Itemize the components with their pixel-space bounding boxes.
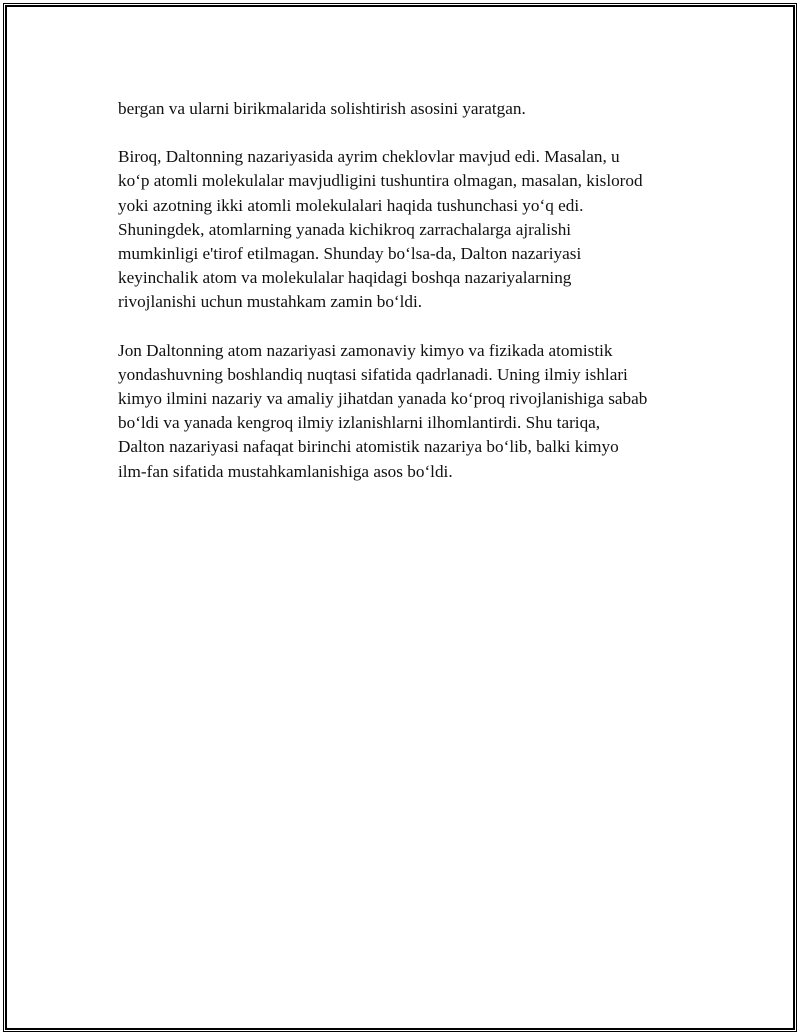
paragraph-2 [118, 145, 693, 314]
text-line: bergan va ularni birikmalarida solishtirish asosini yaratgan. [118, 99, 526, 118]
text-line: kimyo ilmini nazariy va amaliy jihatdan yanada ko‘proq rivojlanishiga sabab [118, 389, 648, 409]
text-line: mumkinligi e'tirof etilmagan. Shunday bo‘lsa-da, Dalton nazariyasi [118, 244, 582, 264]
text-line: Jon Daltonning atom nazariyasi zamonaviy kimyo va fizikada atomistik [118, 340, 613, 360]
text-line: Shuningdek, atomlarning yanada kichikroq zarrachalarga ajralishi [118, 219, 572, 239]
paragraph-1 [118, 97, 693, 121]
document-page [3, 3, 797, 1032]
text-line: rivojlanishi uchun mustahkam zamin bo‘ldi. [118, 292, 423, 312]
document-body [118, 97, 693, 508]
text-line: yoki azotning ikki atomli molekulalari haqida tushunchasi yo‘q edi. [118, 195, 584, 215]
text-line: Dalton nazariyasi nafaqat birinchi atomistik nazariya bo‘lib, balki kimyo [118, 437, 619, 457]
text-line: keyinchalik atom va molekulalar haqidagi boshqa nazariyalarning [118, 268, 572, 288]
text-line: yondashuvning boshlandiq nuqtasi sifatida qadrlanadi. Uning ilmiy ishlari [118, 364, 628, 384]
text-line: ilm-fan sifatida mustahkamlanishiga asos bo‘ldi. [118, 461, 453, 481]
text-line: Biroq, Daltonning nazariyasida ayrim cheklovlar mavjud edi. Masalan, u [118, 147, 620, 167]
paragraph-3 [118, 339, 693, 484]
text-line: bo‘ldi va yanada kengroq ilmiy izlanishlarni ilhomlantirdi. Shu tariqa, [118, 413, 601, 433]
text-line: ko‘p atomli molekulalar mavjudligini tushuntira olmagan, masalan, kislorod [118, 171, 643, 191]
